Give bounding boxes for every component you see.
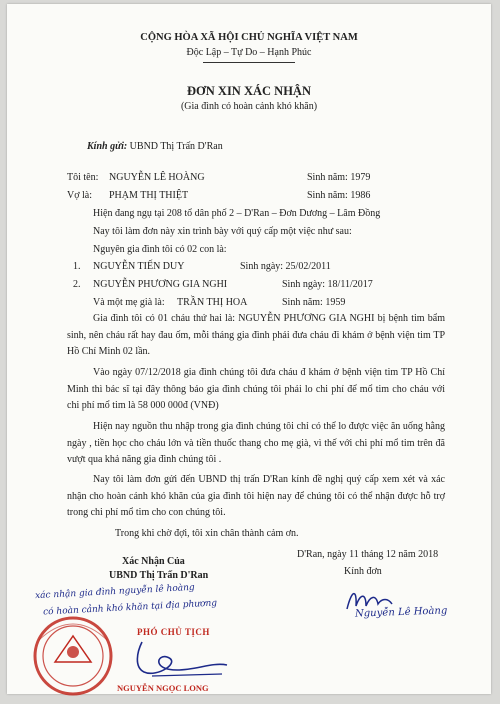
- document-title: ĐƠN XIN XÁC NHẬN: [187, 84, 311, 98]
- paragraph-3: Hiện nay nguồn thu nhập trong gia đình chúng tôi chỉ có thể lo được việc ăn uống hằng ngày , tiền học cho cháu lớn và tiền thuốc thang cho mẹ già, vì thế với chi phí mổ tim trên đã vượt qua khả năng gia đình chúng tôi .: [67, 421, 445, 465]
- applicant-signature-name: Nguyễn Lê Hoàng: [354, 605, 448, 620]
- confirm-org: UBND Thị Trấn D'Ran: [109, 570, 209, 581]
- paragraph-4: Nay tôi làm đơn gửi đến UBND thị trấn D'Ran kính đề nghị quý cấp xem xét và xác nhận cho hoàn cảnh khó khăn của gia đình tôi hiện nay để chúng tôi có thể nhận được hỗ trợ trong chi phí mổ tim cho con chúng tôi.: [67, 474, 445, 518]
- mother-name: TRẦN THỊ HOA: [177, 297, 248, 308]
- child-1-num: 1.: [73, 261, 81, 272]
- self-label: Tôi tên:: [67, 172, 99, 183]
- recipient-label: Kính gửi:: [87, 141, 128, 152]
- address-line: Hiện đang ngụ tại 208 tổ dân phố 2 – D'Ran – Đơn Dương – Lâm Đồng: [93, 208, 381, 219]
- official-name: NGUYỄN NGỌC LONG: [117, 683, 209, 693]
- official-position: PHÓ CHỦ TỊCH: [137, 627, 210, 637]
- handwritten-note-line-2: có hoàn cảnh khó khăn tại địa phương: [42, 598, 218, 618]
- wife-label: Vợ là:: [67, 190, 93, 201]
- official-signature: [122, 632, 242, 687]
- applicant-label: Kính đơn: [344, 566, 382, 577]
- recipient-line: [87, 141, 223, 153]
- child-2-name: NGUYỄN PHƯƠNG GIA NGHI: [93, 279, 228, 290]
- intro-line: Nay tôi làm đơn này xin trình bày với quý cấp một việc như sau:: [93, 226, 352, 237]
- children-intro: Nguyên gia đình tôi có 02 con là:: [93, 244, 227, 255]
- place-date: D'Ran, ngày 11 tháng 12 năm 2018: [297, 549, 439, 560]
- child-1-dob: Sinh ngày: 25/02/2011: [240, 261, 331, 272]
- self-name: NGUYỄN LÊ HOÀNG: [109, 172, 205, 183]
- child-2-dob: Sinh ngày: 18/11/2017: [282, 279, 373, 290]
- motto-underline: [203, 62, 295, 63]
- national-header: CỘNG HÒA XÃ HỘI CHỦ NGHĨA VIỆT NAM: [140, 32, 358, 43]
- document-subtitle: (Gia đình có hoàn cảnh khó khăn): [180, 101, 318, 112]
- mother-year: Sinh năm: 1959: [282, 297, 346, 308]
- child-1-name: NGUYỄN TIẾN DUY: [93, 261, 185, 272]
- child-2-num: 2.: [73, 279, 81, 290]
- national-motto: Độc Lập – Tự Do – Hạnh Phúc: [186, 47, 312, 58]
- confirm-title: Xác Nhận Của: [122, 556, 185, 567]
- paragraph-2: Vào ngày 07/12/2018 gia đình chúng tôi đưa cháu đ khám ở bệnh viện tim TP Hồ Chí Minh thì bác sĩ tại đây thông báo gia đình chúng tôi phải lo chi phí để mổ tim cho cháu với chi phí mổ tim là 58 000 000đ (VNĐ): [67, 367, 445, 411]
- official-seal: [29, 610, 129, 700]
- recipient-value: UBND Thị Trấn D'Ran: [129, 141, 223, 152]
- wife-year: Sinh năm: 1986: [307, 190, 371, 201]
- document-page: [7, 4, 491, 694]
- handwritten-note-line-1: xác nhận gia đình nguyễn lê hoàng: [34, 582, 195, 602]
- wife-name: PHẠM THỊ THIỆT: [109, 190, 189, 201]
- closing-line: Trong khi chờ đợi, tôi xin chân thành cảm ơn.: [115, 528, 299, 539]
- paragraph-1: Gia đình tôi có 01 cháu thứ hai là: NGUYỄN PHƯƠNG GIA NGHI bị bệnh tim bẩm sinh, nên cháu rất hay đau ốm, mỗi tháng gia đình phải đưa cháu đi khám ở bệnh viện tim TP Hồ Chí Minh 02 lần.: [67, 313, 445, 357]
- self-year: Sinh năm: 1979: [307, 172, 371, 183]
- mother-label: Và một mẹ già là:: [93, 297, 165, 308]
